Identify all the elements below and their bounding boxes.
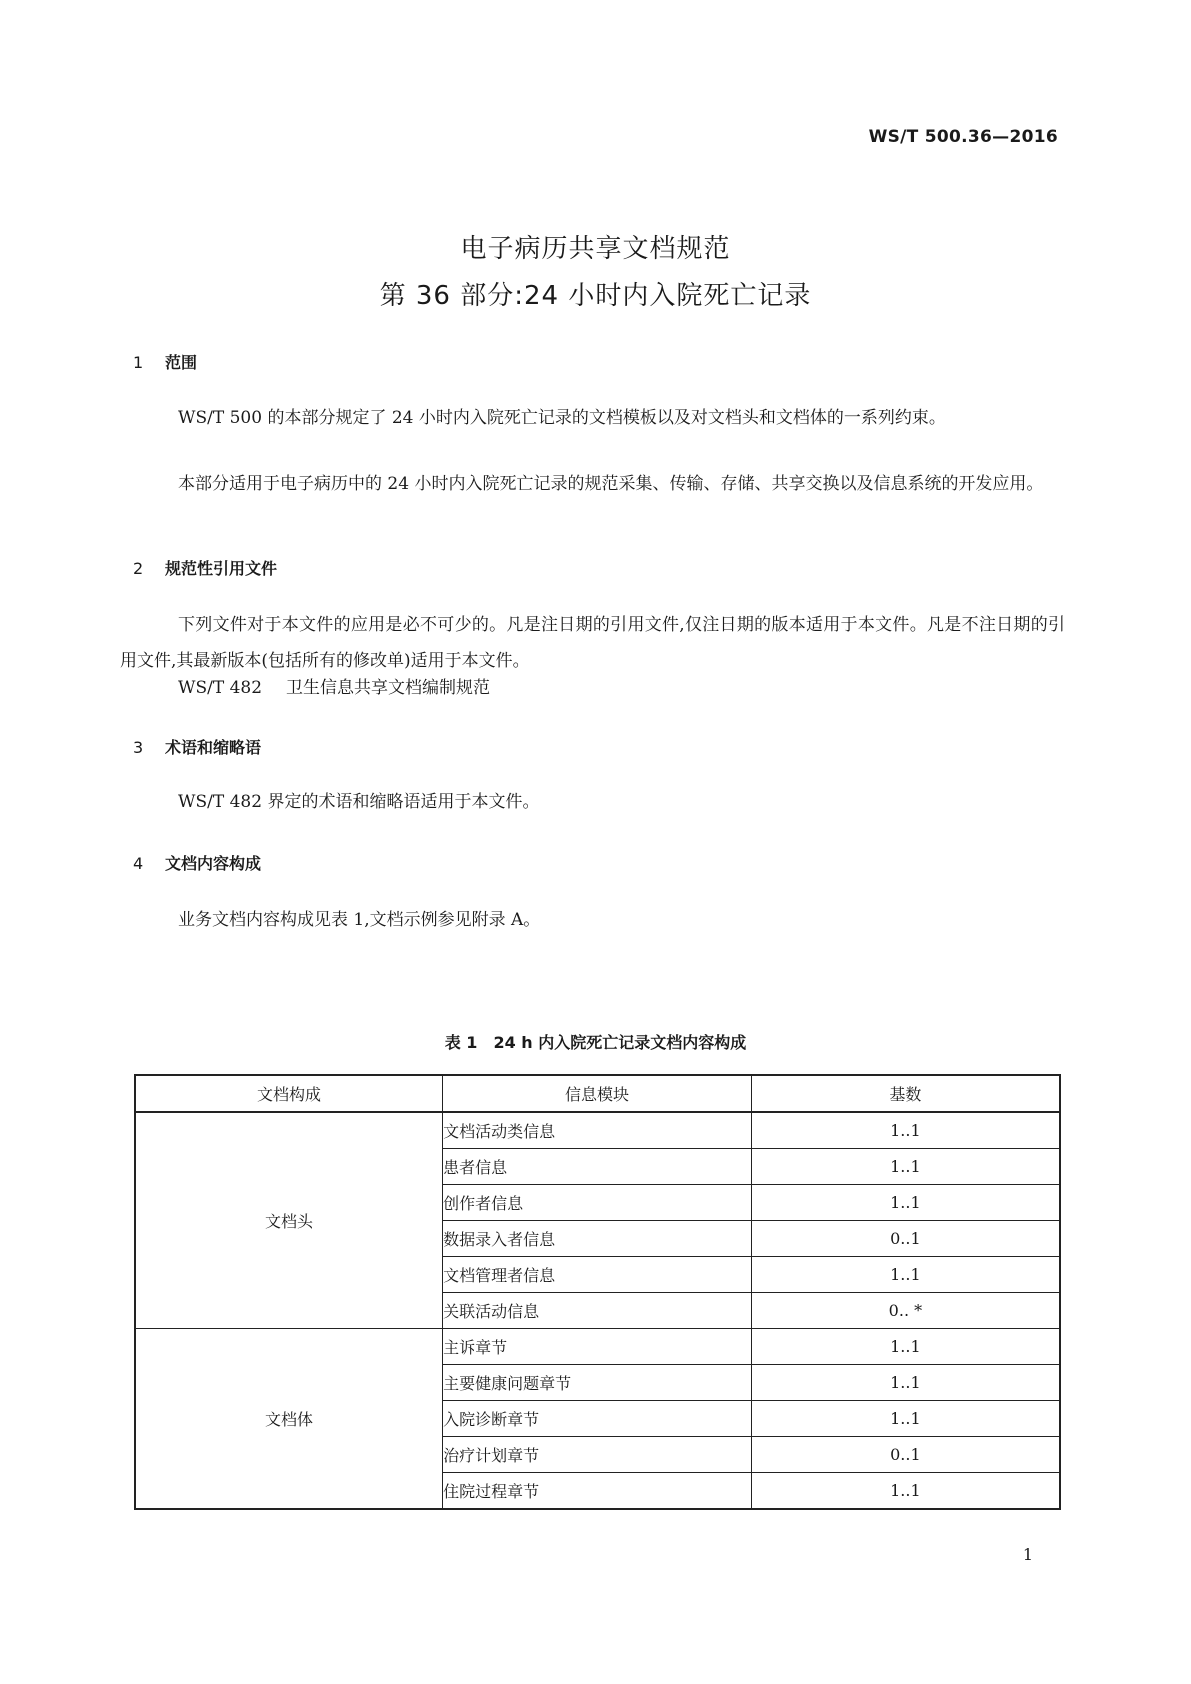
terms-paragraph: WS/T 482 界定的术语和缩略语适用于本文件。: [178, 792, 540, 812]
section-title: 范围: [165, 353, 198, 372]
references-intro-paragraph: 下列文件对于本文件的应用是必不可少的。凡是注日期的引用文件,仅注日期的版本适用于本文件。凡是不注日期的引用文件,其最新版本(包括所有的修改单)适用于本文件。: [120, 615, 1065, 671]
module-cell: 文档活动类信息: [443, 1112, 752, 1149]
section-heading-content: [133, 851, 261, 874]
module-cell: 关联活动信息: [443, 1293, 752, 1329]
section-number: 3: [133, 738, 144, 757]
cardinality-cell: 1..1: [751, 1401, 1060, 1437]
section-title: 文档内容构成: [165, 854, 262, 873]
table-caption: 表 1 24 h 内入院死亡记录文档内容构成: [444, 1033, 747, 1052]
cardinality-cell: 1..1: [751, 1365, 1060, 1401]
module-cell: 主诉章节: [443, 1329, 752, 1365]
section-heading-scope: [133, 350, 197, 373]
document-subtitle: 第 36 部分:24 小时内入院死亡记录: [379, 281, 812, 311]
section-number: 2: [133, 559, 144, 578]
cardinality-cell: 0..1: [751, 1221, 1060, 1257]
module-cell: 数据录入者信息: [443, 1221, 752, 1257]
cardinality-cell: 1..1: [751, 1185, 1060, 1221]
table-row: [135, 1112, 1060, 1149]
column-header: 信息模块: [443, 1075, 752, 1112]
table-header-row: [135, 1075, 1060, 1112]
cardinality-cell: 1..1: [751, 1112, 1060, 1149]
group-cell-header: 文档头: [135, 1112, 443, 1329]
table-row: [135, 1329, 1060, 1365]
section-title: 术语和缩略语: [165, 738, 262, 757]
document-title: 电子病历共享文档规范: [460, 234, 731, 264]
module-cell: 患者信息: [443, 1149, 752, 1185]
page-number: 1: [1022, 1545, 1033, 1564]
group-cell-body: 文档体: [135, 1329, 443, 1510]
module-cell: 文档管理者信息: [443, 1257, 752, 1293]
reference-entry: [178, 673, 490, 698]
scope-paragraph-1: WS/T 500 的本部分规定了 24 小时内入院死亡记录的文档模板以及对文档头和文档体的一系列约束。: [178, 408, 946, 428]
section-number: 1: [133, 353, 144, 372]
section-title: 规范性引用文件: [165, 559, 278, 578]
module-cell: 创作者信息: [443, 1185, 752, 1221]
cardinality-cell: 0..1: [751, 1437, 1060, 1473]
content-paragraph: 业务文档内容构成见表 1,文档示例参见附录 A。: [178, 910, 541, 930]
cardinality-cell: 1..1: [751, 1329, 1060, 1365]
cardinality-cell: 0.. *: [751, 1293, 1060, 1329]
content-structure-table: [134, 1074, 1061, 1510]
cardinality-cell: 1..1: [751, 1257, 1060, 1293]
reference-title: 卫生信息共享文档编制规范: [286, 678, 491, 698]
standard-id: WS/T 500.36—2016: [868, 127, 1058, 147]
column-header: 文档构成: [135, 1075, 443, 1112]
module-cell: 入院诊断章节: [443, 1401, 752, 1437]
cardinality-cell: 1..1: [751, 1473, 1060, 1510]
module-cell: 主要健康问题章节: [443, 1365, 752, 1401]
reference-code: WS/T 482: [178, 678, 263, 698]
scope-paragraph-2: 本部分适用于电子病历中的 24 小时内入院死亡记录的规范采集、传输、存储、共享交换以及信息系统的开发应用。: [178, 474, 1044, 494]
module-cell: 住院过程章节: [443, 1473, 752, 1510]
section-heading-references: [133, 556, 277, 579]
module-cell: 治疗计划章节: [443, 1437, 752, 1473]
section-number: 4: [133, 854, 144, 873]
column-header: 基数: [751, 1075, 1060, 1112]
section-heading-terms: [133, 735, 261, 758]
cardinality-cell: 1..1: [751, 1149, 1060, 1185]
